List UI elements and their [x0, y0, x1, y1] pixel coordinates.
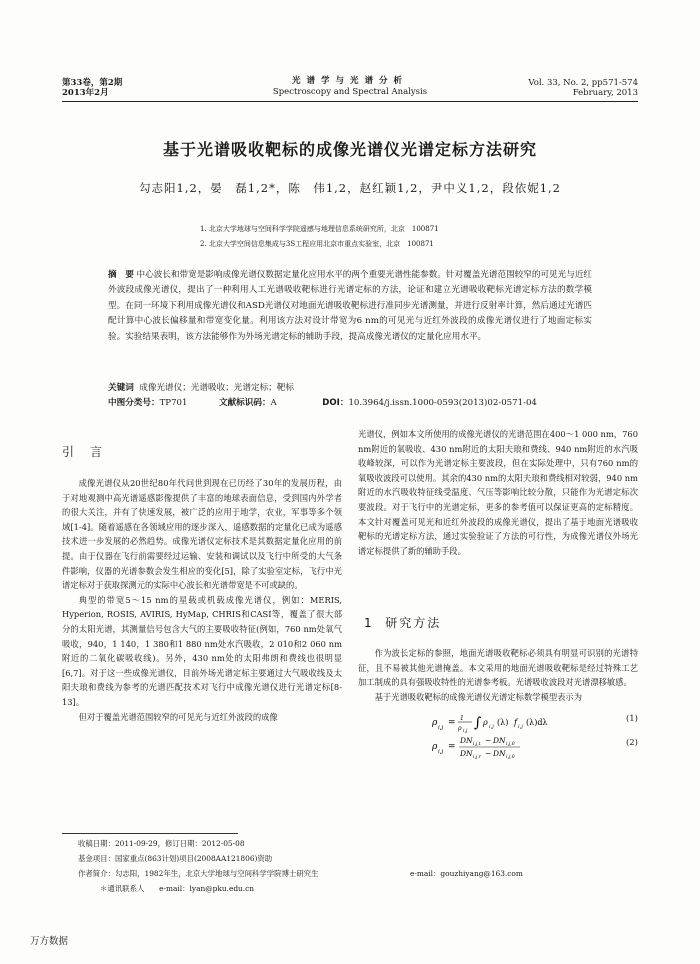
svg-text:DN: DN: [460, 736, 473, 745]
abstract-text: 中心波长和带宽是影响成像光谱仪数据定量化应用水平的两个重要光谱性能参数。针对覆盖光谱范围较窄的可见光与近红外波段成像光谱仪，提出了一种利用人工光谱吸收靶标进行光谱定标的方法，论证和建立光谱吸收靶标光谱定标方法的数学模型。在同一环境下利用成像光谱仪和ASD光谱仪对地面光谱吸收靶标进行准同步光谱测量，并进行反射率计算，然后通过光谱匹配计算中心波长偏移量和带宽变化量。利用该方法对设计带宽为6 nm的可见光与近红外波段的成像光谱仪进行了地面定标实验。实验结果表明，该方法能够作为外场光谱定标的辅助手段，提高成像光谱仪的定量化应用水平。: [108, 270, 593, 342]
method-paragraph-1: 作为波长定标的参照，地面光谱吸收靶标必须具有明显可识别的光谱特征，且不易被其他光谱掩盖。本文采用的地面光谱吸收靶标是经过特殊工艺加工制成的具有强吸收特性的光谱参考板。光谱吸收波段对光谱漂移敏感。: [358, 648, 638, 688]
section-1-heading: [364, 614, 441, 631]
svg-text:∫: ∫: [474, 715, 482, 731]
watermark: 万方数据: [30, 936, 69, 947]
citation-date: February, 2013: [572, 88, 638, 98]
intro-paragraph-1: 成像光谱仪从20世纪80年代问世到现在已历经了30年的发展历程，由于对地观测中高光谱遥感影像提供了丰富的地球表面信息，受到国内外学者的很大关注，并有了快速发展，被广泛的应用于地学，农业，军事等多个领域[1-4]。随着遥感在各领域应用的逐步深入，遥感数据的定量化已成为遥感技术进一步发展的必然趋势。成像光谱仪定标技术是其数据定量化应用的前提。由于仪器在飞行前需要经过运输、安装和调试以及飞行中所受的大气条件影响，仪器的光谱参数会发生相应的变化[5]，除了实验室定标，飞行中光谱定标对于获取探测元的实际中心波长和光谱带宽是不可或缺的。: [62, 478, 342, 591]
journal-name-cn: 光谱学与光谱分析: [291, 76, 408, 86]
svg-text:−: −: [485, 736, 492, 745]
header-rule: [62, 101, 638, 102]
keywords-line: [108, 381, 294, 395]
svg-text:=: =: [448, 742, 456, 752]
svg-text:i,j: i,j: [438, 749, 444, 755]
svg-text:i,j: i,j: [518, 724, 523, 730]
right-column-method: [358, 646, 638, 704]
right-column-top: [358, 427, 638, 558]
svg-text:i,j,t: i,j,t: [473, 742, 481, 747]
journal-name-en: Spectroscopy and Spectral Analysis: [272, 87, 428, 97]
left-column: [62, 476, 342, 724]
footnote-fund: 基金项目：国家重点(863计划)项目(2008AA121806)资助: [78, 854, 273, 863]
svg-text:i,j,0: i,j,0: [506, 742, 515, 747]
paper-title: 基于光谱吸收靶标的成像光谱仪光谱定标方法研究: [162, 140, 537, 159]
equation-1-number: (1): [625, 714, 638, 724]
doc-code-value: A: [270, 398, 277, 408]
svg-text:−: −: [485, 749, 492, 758]
svg-text:ρ: ρ: [432, 742, 438, 752]
affiliation-1: 1. 北京大学地球与空间科学学院遥感与地理信息系统研究所，北京 100871: [200, 225, 439, 233]
intro-paragraph-3: 但对于覆盖光谱范围较窄的可见光与近红外波段的成像: [78, 711, 278, 722]
citation-pages: Vol. 33, No. 2, pp571-574: [528, 78, 638, 88]
doc-code-label: 文献标识码：: [218, 398, 271, 408]
svg-text:i,j: i,j: [463, 729, 468, 734]
clc-value: TP701: [159, 398, 188, 408]
section-number: 1: [364, 616, 374, 630]
equation-2-number: (2): [625, 738, 638, 748]
svg-text:i,j,0: i,j,0: [506, 755, 515, 760]
footnote-author-email: e-mail：gouzhiyang@163.com: [410, 869, 523, 878]
abstract: [108, 268, 592, 345]
svg-text:i,j: i,j: [489, 724, 494, 730]
svg-text:(λ): (λ): [497, 718, 509, 727]
intro-heading: 引 言: [62, 445, 105, 459]
footnote-received: 收稿日期：2011-09-29，修订日期：2012-05-08: [78, 839, 245, 848]
issue-date: 2013年2月: [62, 88, 109, 98]
classification-line: [108, 396, 537, 410]
section-title: 研究方法: [385, 616, 442, 630]
method-paragraph-2: 基于光谱吸收靶标的成像光谱仪光谱定标数学模型表示为: [374, 691, 583, 702]
svg-text:DN: DN: [493, 736, 506, 745]
svg-text:ρ: ρ: [483, 718, 488, 727]
intro-paragraph-2: 典型的带宽5～15 nm的星载或机载成像光谱仪，例如：MERIS, Hyperion, ROSIS, AVIRIS, HyMap, CHRIS和CASI等，覆盖了很大部分的太阳光谱，其测量信号包含大气的主要吸收特征(例如，760 nm处氧气吸收，940，1 140，1 380和1 880 nm处水汽吸收，2 010和2 060 nm附近的二氧化碳吸收线)。另外，430 nm处的太阳弗朗和费线也很明显[6,7]。对于这一些成像光谱仪，目前外场光谱定标主要通过大气吸收线及太阳夫琅和费线为参考的光谱匹配技术对飞行中成像光谱仪进行光谱定标[8-13]。: [62, 594, 342, 707]
right-paragraph-1: 光谱仪，例如本文所使用的成像光谱仪的光谱范围在400～1 000 nm，760 nm附近的氧吸收、430 nm附近的太阳夫琅和费线、940 nm附近的水汽吸收峰较深，可以作为光谱定标主要波段，但在实际处理中，只有760 nm的氧吸收波段可以使用。其余的430 nm的太阳夫琅和费线相对较弱，940 nm附近的水汽吸收特征线受温度、气压等影响比较分散，只能作为光谱定标次要波段。对于飞行中的光谱定标，更多的参考值可以保证更高的定标精度。本文针对覆盖可见光和近红外波段的成像光谱仪，提出了基于地面光谱吸收靶标的光谱定标方法，通过实验验证了方法的可行性，为成像光谱仪外场光谱定标提供了新的辅助手段。: [358, 429, 638, 556]
equation-1-formula: [432, 710, 612, 734]
footnote-rule: [62, 833, 238, 834]
author-list: 勾志阳1,2，晏 磊1,2*，陈 伟1,2，赵红颖1,2，尹中义1,2，段依妮1,2: [139, 181, 561, 195]
keywords-label: 关键词: [108, 383, 134, 393]
abstract-label: 摘 要: [108, 270, 134, 280]
svg-text:i,j,r: i,j,r: [473, 755, 481, 760]
svg-text:DN: DN: [493, 749, 506, 758]
clc-label: 中图分类号：: [108, 398, 160, 408]
svg-text:1: 1: [460, 715, 464, 722]
equation-2-formula: [432, 732, 612, 762]
svg-text:DN: DN: [460, 749, 473, 758]
svg-text:=: =: [448, 718, 456, 728]
keywords-text: 成像光谱仪；光谱吸收；光谱定标；靶标: [139, 383, 294, 393]
svg-text:i,j: i,j: [438, 725, 444, 731]
volume-issue: 第33卷，第2期: [62, 78, 123, 88]
doi-value: 10.3964/j.issn.1000-0593(2013)02-0571-04: [348, 398, 537, 408]
svg-text:ρ: ρ: [432, 718, 438, 728]
affiliation-2: 2. 北京大学空间信息集成与3S工程应用北京市重点实验室，北京 100871: [200, 240, 434, 248]
svg-text:f: f: [514, 718, 517, 727]
svg-text:ρ: ρ: [458, 725, 462, 732]
footnote-corresponding: ＊通讯联系人 e-mail：lyan@pku.edu.cn: [100, 884, 255, 893]
doi-label: DOI：: [322, 398, 349, 408]
journal-citation: [528, 78, 638, 98]
footnote-author: 作者简介：勾志阳，1982年生，北京大学地球与空间科学学院博士研究生: [78, 869, 319, 878]
svg-text:(λ)dλ: (λ)dλ: [526, 718, 548, 727]
equation-2: [392, 738, 638, 762]
